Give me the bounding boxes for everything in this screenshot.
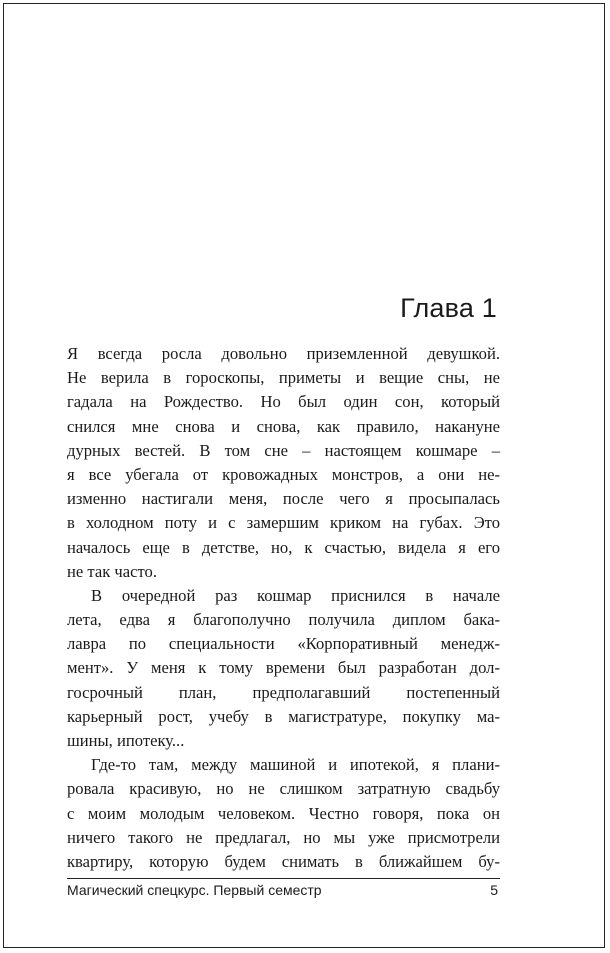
text-line: квартиру, которую будем снимать в ближайшем бу- — [67, 851, 500, 871]
text-line: не так часто. — [67, 561, 157, 581]
text-line: В очередной раз кошмар приснился в начале — [91, 585, 500, 605]
text-line: изменно настигали меня, после чего я просыпалась — [67, 489, 500, 509]
text-line: лета, едва я благополучно получила диплом бака- — [67, 610, 500, 630]
text-line: Не верила в гороскопы, приметы и вещие сны, не — [67, 368, 500, 388]
text-line: Где-то там, между машиной и ипотекой, я плани- — [91, 755, 500, 775]
text-line: шины, ипотеку... — [67, 731, 185, 750]
text-line: лавра по специальности «Корпоративный менедж- — [67, 634, 500, 654]
text-line: Я всегда росла довольно приземленной девушкой. — [67, 344, 500, 363]
text-line: карьерный рост, учебу в магистратуре, покупку ма- — [67, 706, 500, 726]
page-number: 5 — [490, 882, 498, 898]
body-text — [67, 342, 500, 874]
paragraph — [67, 584, 500, 753]
text-line: ровала красивую, но не слишком затратную свадьбу — [67, 779, 500, 799]
footer-book-title: Магический спецкурс. Первый семестр — [67, 882, 322, 898]
footer-rule — [67, 878, 500, 879]
chapter-title: Глава 1 — [400, 293, 497, 323]
text-line: гадала на Рождество. Но был один сон, который — [67, 392, 500, 412]
text-line: я все убегала от кровожадных монстров, а они не- — [67, 464, 500, 484]
text-line: госрочный план, предполагавший постепенный — [67, 682, 500, 702]
text-line: в холодном поту и с замершим криком на губах. Это — [67, 513, 500, 533]
text-line: началось еще в детстве, но, к счастью, видела я его — [67, 537, 500, 557]
paragraph — [67, 753, 500, 874]
text-line: ничего такого не предлагал, но мы уже присмотрели — [67, 827, 500, 847]
text-line: снился мне снова и снова, как правило, накануне — [67, 416, 500, 436]
text-line: с моим молодым человеком. Честно говоря, пока он — [67, 803, 500, 823]
text-line: дурных вестей. В том сне – настоящем кошмаре – — [67, 440, 500, 460]
paragraph — [67, 342, 500, 584]
text-line: мент». У меня к тому времени был разработан дол- — [67, 658, 500, 678]
